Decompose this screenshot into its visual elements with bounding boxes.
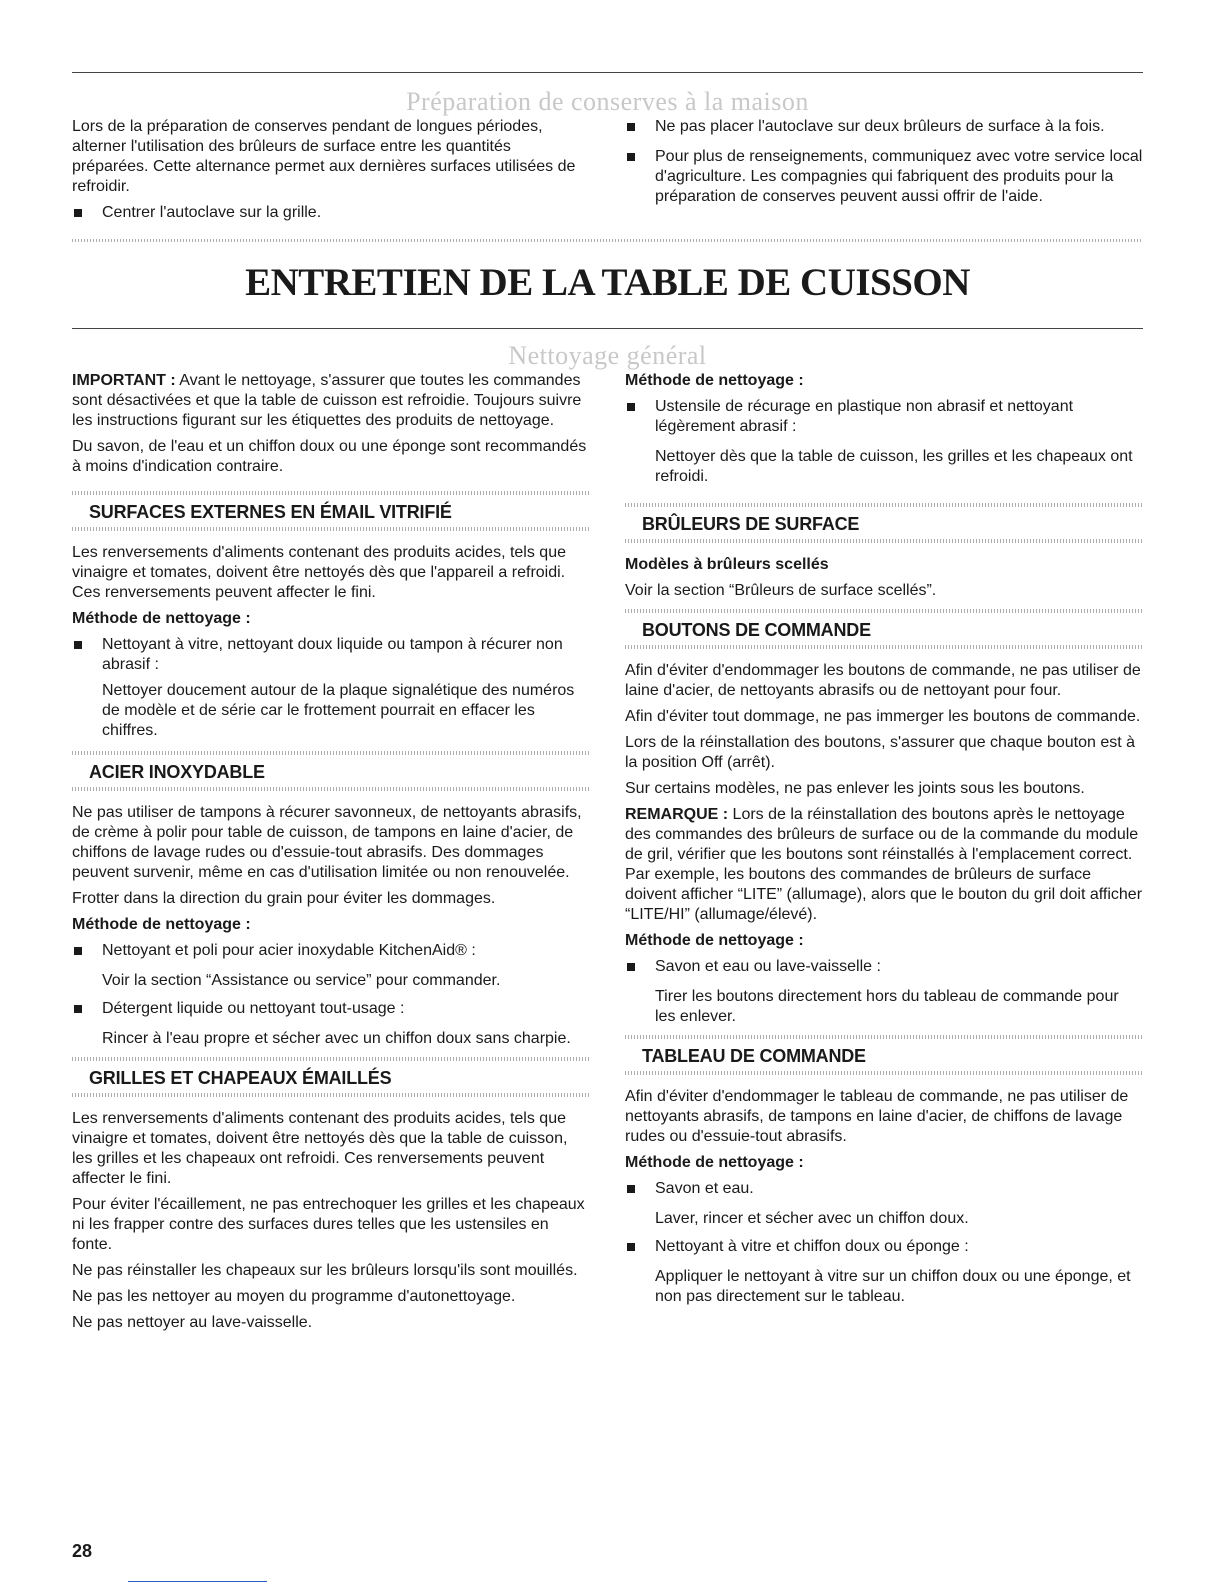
knobs-paragraph-1: Afin d'éviter d'endommager les boutons de commande, ne pas utiliser de laine d'acier, de nettoyants abrasifs ou de nettoyant pour four. [625, 662, 1141, 699]
grates-paragraph-5: Ne pas nettoyer au lave-vaisselle. [72, 1314, 313, 1331]
canning-paragraph: Lors de la préparation de conserves pendant de longues périodes, alterner l'utilisation des brûleurs de surface entre les quantités préparées. Cette alternance permet aux dernières surfaces utilisées de refroidir. [72, 118, 576, 195]
knobs-note [625, 805, 1143, 925]
general-heading: Nettoyage général [508, 341, 707, 370]
steel-detail-1: Voir la section “Assistance ou service” pour commander. [102, 972, 501, 989]
dotted-divider [72, 787, 590, 791]
grates-title: GRILLES ET CHAPEAUX ÉMAILLÉS [89, 1068, 392, 1088]
dotted-divider [72, 527, 590, 531]
steel-detail-2: Rincer à l'eau propre et sécher avec un chiffon doux sans charpie. [102, 1030, 571, 1047]
enamel-bullet: Nettoyant à vitre, nettoyant doux liquide ou tampon à récurer non abrasif : [72, 635, 590, 675]
panel-bullet-1: Savon et eau. [625, 1179, 1143, 1199]
general-method-label: Méthode de nettoyage : [625, 372, 804, 389]
dotted-divider [72, 491, 590, 495]
grates-header [72, 1057, 590, 1097]
canning-heading: Préparation de conserves à la maison [406, 87, 809, 116]
burners-paragraph: Voir la section “Brûleurs de surface scellés”. [625, 582, 937, 599]
steel-paragraph-2: Frotter dans la direction du grain pour éviter les dommages. [72, 890, 496, 907]
steel-method-label: Méthode de nettoyage : [72, 916, 251, 933]
grates-paragraph-4: Ne pas les nettoyer au moyen du programme d'autonettoyage. [72, 1288, 516, 1305]
dotted-divider [625, 503, 1143, 507]
general-detail: Nettoyer dès que la table de cuisson, les grilles et les chapeaux ont refroidi. [655, 448, 1133, 485]
grates-paragraph-2: Pour éviter l'écaillement, ne pas entrechoquer les grilles et les chapeaux ni les frapper contre des surfaces dures telles que les ustensiles en fonte. [72, 1196, 585, 1253]
important-label: IMPORTANT : [72, 372, 176, 389]
dotted-divider [72, 1093, 590, 1097]
knobs-paragraph-2: Afin d'éviter tout dommage, ne pas immerger les boutons de commande. [625, 708, 1141, 725]
right-column [625, 371, 1143, 1339]
burners-subtitle: Modèles à brûleurs scellés [625, 556, 829, 573]
dotted-divider [625, 645, 1143, 649]
panel-detail-2: Appliquer le nettoyant à vitre sur un chiffon doux ou une éponge, et non pas directement sur le tableau. [655, 1268, 1131, 1305]
knobs-method-label: Méthode de nettoyage : [625, 932, 804, 949]
canning-columns [72, 117, 1143, 229]
enamel-title: SURFACES EXTERNES EN ÉMAIL VITRIFIÉ [89, 502, 452, 522]
enamel-method-label: Méthode de nettoyage : [72, 610, 251, 627]
dotted-divider [72, 239, 1143, 242]
grates-paragraph-3: Ne pas réinstaller les chapeaux sur les brûleurs lorsqu'ils sont mouillés. [72, 1262, 578, 1279]
main-title: ENTRETIEN DE LA TABLE DE CUISSON [245, 261, 970, 304]
knobs-detail: Tirer les boutons directement hors du tableau de commande pour les enlever. [655, 988, 1119, 1025]
panel-bullet-2: Nettoyant à vitre et chiffon doux ou éponge : [625, 1237, 1143, 1257]
dotted-divider [625, 1071, 1143, 1075]
burners-title: BRÛLEURS DE SURFACE [642, 514, 860, 534]
dotted-divider [625, 1035, 1143, 1039]
important-paragraph [72, 371, 590, 431]
knobs-paragraph-4: Sur certains modèles, ne pas enlever les joints sous les boutons. [625, 780, 1085, 797]
panel-paragraph: Afin d'éviter d'endommager le tableau de commande, ne pas utiliser de nettoyants abrasifs, de tampons en laine d'acier, de chiffons de lavage rudes ou d'essuie-tout abrasifs. [625, 1088, 1129, 1145]
knobs-paragraph-3: Lors de la réinstallation des boutons, s'assurer que chaque bouton est à la position Off (arrêt). [625, 734, 1136, 771]
dotted-divider [72, 751, 590, 755]
canning-bullet-2: Ne pas placer l'autoclave sur deux brûleurs de surface à la fois. [625, 117, 1143, 137]
main-columns [72, 371, 1143, 1339]
general-bullet: Ustensile de récurage en plastique non abrasif et nettoyant légèrement abrasif : [625, 397, 1143, 437]
canning-left [72, 117, 590, 229]
enamel-header [72, 491, 590, 531]
enamel-paragraph: Les renversements d'aliments contenant des produits acides, tels que vinaigre et tomates, doivent être nettoyés dès que l'appareil a refroidi. Ces renversements peuvent affecter le fini. [72, 544, 566, 601]
steel-bullet-2: Détergent liquide ou nettoyant tout-usage : [72, 999, 590, 1019]
enamel-detail: Nettoyer doucement autour de la plaque signalétique des numéros de modèle et de série car le frottement pourrait en effacer les chiffres. [102, 682, 575, 739]
panel-detail-1: Laver, rincer et sécher avec un chiffon doux. [655, 1210, 969, 1227]
dotted-divider [625, 609, 1143, 613]
steel-header [72, 751, 590, 791]
steel-bullet-1: Nettoyant et poli pour acier inoxydable KitchenAid® : [72, 941, 590, 961]
title-rule [72, 328, 1143, 329]
steel-title: ACIER INOXYDABLE [89, 762, 265, 782]
canning-bullet-3: Pour plus de renseignements, communiquez avec votre service local d'agriculture. Les compagnies qui fabriquent des produits pour la préparation de conserves peuvent aussi offrir de l'aide. [625, 147, 1143, 207]
panel-header [625, 1035, 1143, 1075]
left-column [72, 371, 590, 1339]
canning-bullet-1: Centrer l'autoclave sur la grille. [72, 203, 590, 223]
important-text: Avant le nettoyage, s'assurer que toutes les commandes sont désactivées et que la table de cuisson est refroidie. Toujours suivre les instructions figurant sur les étiquettes des produits de nettoyage. [72, 372, 582, 429]
knobs-note-text: Lors de la réinstallation des boutons après le nettoyage des commandes des brûleurs de surface ou de la commande du module de gril, vérifier que les boutons sont réinstallés à l'emplacement correct. Par exemple, les boutons des commandes de brûleurs de surface doivent afficher “LITE” (allumage), alors que le bouton du gril doit afficher “LITE/HI” (allumage/élevé). [625, 806, 1143, 923]
knobs-title: BOUTONS DE COMMANDE [642, 620, 871, 640]
footer-line [128, 1581, 267, 1582]
grates-paragraph-1: Les renversements d'aliments contenant des produits acides, tels que vinaigre et tomates, doivent être nettoyés dès que la table de cuisson, les grilles et les chapeaux ont refroidi. Ces renversements peuvent affecter le fini. [72, 1110, 568, 1187]
page [72, 0, 1143, 1339]
dotted-divider [625, 539, 1143, 543]
canning-right [625, 117, 1143, 229]
knobs-bullet: Savon et eau ou lave-vaisselle : [625, 957, 1143, 977]
panel-method-label: Méthode de nettoyage : [625, 1154, 804, 1171]
steel-paragraph-1: Ne pas utiliser de tampons à récurer savonneux, de nettoyants abrasifs, de crème à polir pour table de cuisson, de tampons en laine d'acier, de chiffons de lavage rudes ou d'essuie-tout abrasifs. Des dommages peuvent survenir, même en cas d'utilisation limitée ou non renouvelée. [72, 804, 582, 881]
burners-header [625, 503, 1143, 543]
page-number: 28 [72, 1541, 93, 1561]
soap-paragraph: Du savon, de l'eau et un chiffon doux ou une éponge sont recommandés à moins d'indication contraire. [72, 438, 587, 475]
panel-title: TABLEAU DE COMMANDE [642, 1046, 866, 1066]
top-rule [72, 72, 1143, 73]
dotted-divider [72, 1057, 590, 1061]
knobs-note-label: REMARQUE : [625, 806, 729, 823]
knobs-header [625, 609, 1143, 649]
